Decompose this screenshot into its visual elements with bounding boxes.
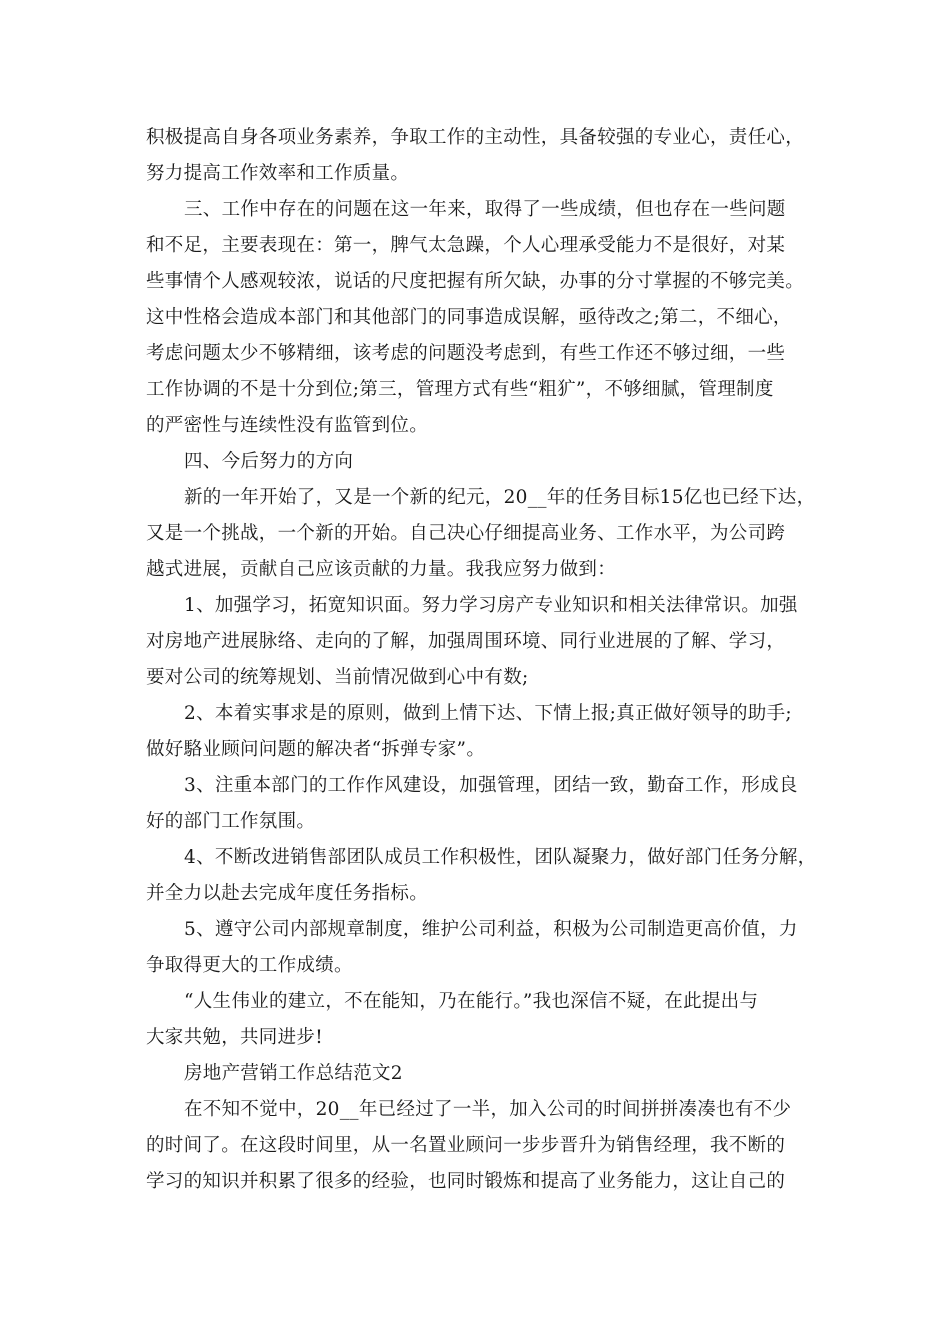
text-line: 并全力以赴去完成年度任务指标。 <box>146 883 429 904</box>
text-line: 房地产营销工作总结范文2 <box>184 1063 403 1084</box>
text-line: “人生伟业的建立，不在能知，乃在能行。”我也深信不疑，在此提出与 <box>184 991 759 1012</box>
text-line: 越式进展，贡献自己应该贡献的力量。我我应努力做到： <box>146 559 617 580</box>
text-line: 2、本着实事求是的原则，做到上情下达、下情上报;真正做好领导的助手; <box>184 703 792 724</box>
text-line: 在不知不觉中，20__年已经过了一半，加入公司的时间拼拼凑凑也有不少 <box>184 1099 792 1120</box>
text-line: 考虑问题太少不够精细，该考虑的问题没考虑到，有些工作还不够过细，一些 <box>146 343 786 364</box>
text-line: 学习的知识并积累了很多的经验，也同时锻炼和提高了业务能力，这让自己的 <box>146 1171 786 1192</box>
document-body <box>146 120 818 1200</box>
text-line: 这中性格会造成本部门和其他部门的同事造成误解，亟待改之;第二，不细心， <box>146 307 792 328</box>
text-line: 做好駱业顾问问题的解决者“拆弹专家”。 <box>146 739 486 760</box>
text-line: 和不足，主要表现在：第一，脾气太急躁，个人心理承受能力不是很好，对某 <box>146 235 786 256</box>
text-line: 好的部门工作氛围。 <box>146 811 316 832</box>
text-line: 四、今后努力的方向 <box>184 451 354 472</box>
text-line: 的严密性与连续性没有监管到位。 <box>146 415 429 436</box>
text-line: 1、加强学习，拓宽知识面。努力学习房产专业知识和相关法律常识。加强 <box>184 595 798 616</box>
text-line: 三、工作中存在的问题在这一年来，取得了一些成绩，但也存在一些问题 <box>184 199 786 220</box>
text-line: 又是一个挑战，一个新的开始。自己决心仔细提高业务、工作水平，为公司跨 <box>146 523 786 544</box>
text-line: 4、不断改进销售部团队成员工作积极性，团队凝聚力，做好部门任务分解， <box>184 847 817 868</box>
text-line: 些事情个人感观较浓，说话的尺度把握有所欠缺，办事的分寸掌握的不够完美。 <box>146 271 805 292</box>
text-line: 要对公司的统筹规划、当前情况做到心中有数; <box>146 667 529 688</box>
text-line: 努力提高工作效率和工作质量。 <box>146 163 410 184</box>
text-line: 新的一年开始了，又是一个新的纪元，20__年的任务目标15亿也已经下达， <box>184 487 816 508</box>
text-line: 大家共勉，共同进步! <box>146 1027 323 1048</box>
text-line: 积极提高自身各项业务素养，争取工作的主动性，具备较强的专业心，责任心， <box>146 127 805 148</box>
text-line: 5、遵守公司内部规章制度，维护公司利益，积极为公司制造更高价值，力 <box>184 919 798 940</box>
text-line: 争取得更大的工作成绩。 <box>146 955 353 976</box>
text-line: 的时间了。在这段时间里，从一名置业顾问一步步晋升为销售经理，我不断的 <box>146 1135 786 1156</box>
text-line: 3、注重本部门的工作作风建设，加强管理，团结一致，勤奋工作，形成良 <box>184 775 798 796</box>
text-line: 对房地产进展脉络、走向的了解，加强周围环境、同行业进展的了解、学习， <box>146 631 786 652</box>
text-line: 工作协调的不是十分到位;第三，管理方式有些“粗犷”，不够细腻，管理制度 <box>146 379 774 400</box>
